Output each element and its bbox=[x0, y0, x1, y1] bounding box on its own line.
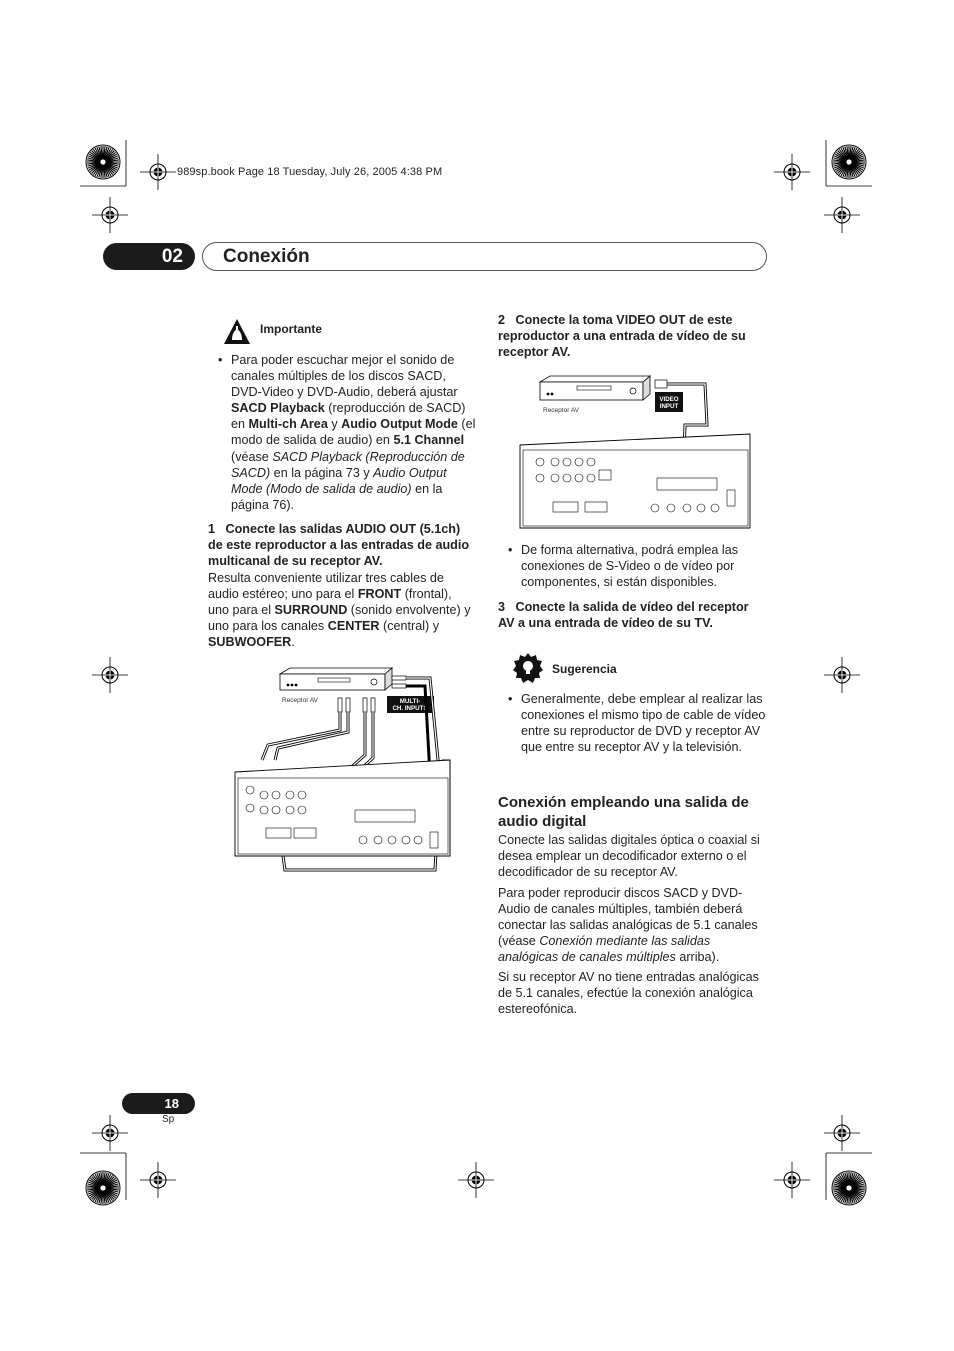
important-label: Importante bbox=[260, 322, 323, 336]
chapter-title: Conexión bbox=[223, 246, 310, 267]
dvd-player-back-illustration bbox=[235, 760, 450, 856]
page-number: 18 bbox=[122, 1093, 195, 1114]
tip-icon bbox=[512, 652, 544, 684]
tip-bullet-text: Generalmente, debe emplear al realizar las conexiones el mismo tipo de cable de vídeo entre su reproductor de DVD y receptor AV que entre su receptor AV y la televisión. bbox=[521, 692, 766, 755]
av-receiver-illustration bbox=[540, 376, 650, 400]
dvd-player-back-illustration bbox=[520, 434, 750, 528]
registration-wheel bbox=[86, 1171, 120, 1205]
page-language: Sp bbox=[162, 1114, 175, 1125]
multi-ch-label-1: MULTI- bbox=[399, 698, 421, 705]
section-paragraph-1: Conecte las salidas digitales óptica o coaxial si desea emplear un decodificador externo o el decodificador de su receptor AV. bbox=[498, 833, 760, 880]
step-3-heading bbox=[498, 599, 768, 631]
alt-bullet-text: De forma alternativa, podrá emplea las conexiones de S-Video o de vídeo por componentes, si están disponibles. bbox=[521, 543, 739, 590]
important-bullet bbox=[218, 352, 476, 513]
step-2-heading bbox=[498, 312, 768, 360]
step-2-number: 2 bbox=[498, 313, 506, 327]
registration-wheel bbox=[832, 145, 866, 179]
audio-connection-diagram bbox=[230, 660, 480, 875]
video-input-label-2: INPUT bbox=[659, 403, 679, 410]
bullet-dot: • bbox=[508, 692, 513, 706]
multi-ch-label-2: CH. INPUTS bbox=[392, 705, 428, 712]
receiver-label-1: Receptor AV bbox=[282, 697, 319, 704]
important-bullet-text: Para poder escuchar mejor el sonido de canales múltiples de los discos SACD, DVD-Video y DVD-Audio, deberá ajustar SACD Playback (reproducción de SACD) en Multi-ch Area y Audio Output Mode (el modo de salida de audio) en 5.1 Channel (véase SACD Playback (Reproducción de SACD) en la página 73 y Audio Output Mode (Modo de salida de audio) en la página 76). bbox=[231, 353, 476, 512]
section-paragraph-3: Si su receptor AV no tiene entradas analógicas de 5.1 canales, efectúe la conexión analógica estereofónica. bbox=[498, 970, 759, 1017]
step-1-text: Conecte las salidas AUDIO OUT (5.1ch) de este reproductor a las entradas de audio multicanal de su receptor AV. bbox=[208, 522, 470, 569]
alt-bullet bbox=[508, 542, 766, 590]
step-1-heading bbox=[208, 521, 476, 569]
video-connection-diagram bbox=[515, 370, 755, 530]
tip-bullet bbox=[508, 691, 766, 755]
tip-label: Sugerencia bbox=[552, 662, 617, 676]
registration-wheel bbox=[86, 145, 120, 179]
receiver-label-2: Receptor AV bbox=[543, 407, 580, 414]
chapter-number: 02 bbox=[103, 243, 195, 270]
section-heading: Conexión empleando una salida de audio digital bbox=[498, 794, 749, 830]
important-icon bbox=[222, 318, 252, 346]
step-1-number: 1 bbox=[208, 522, 216, 536]
step-3-number: 3 bbox=[498, 600, 506, 614]
av-receiver-illustration bbox=[280, 668, 392, 690]
step-3-text: Conecte la salida de vídeo del receptor AV a una entrada de vídeo de su TV. bbox=[498, 600, 749, 631]
bullet-dot: • bbox=[218, 353, 223, 367]
bullet-dot: • bbox=[508, 543, 513, 557]
file-info: 989sp.book Page 18 Tuesday, July 26, 2005 4:38 PM bbox=[177, 166, 443, 178]
step-1-body: Resulta conveniente utilizar tres cables de audio estéreo; uno para el FRONT (frontal), uno para el SURROUND (sonido envolvente) y uno para los canales CENTER (central) y SUBWOOFER. bbox=[208, 571, 471, 650]
step-2-text: Conecte la toma VIDEO OUT de este reproductor a una entrada de vídeo de su receptor AV. bbox=[498, 313, 746, 360]
registration-wheel bbox=[832, 1171, 866, 1205]
video-input-label-1: VIDEO bbox=[659, 396, 679, 403]
section-paragraph-2: Para poder reproducir discos SACD y DVD-Audio de canales múltiples, también deberá conectar las salidas analógicas de 5.1 canales (véase Conexión mediante las salidas analógicas de canales múltiples arriba). bbox=[498, 886, 758, 965]
